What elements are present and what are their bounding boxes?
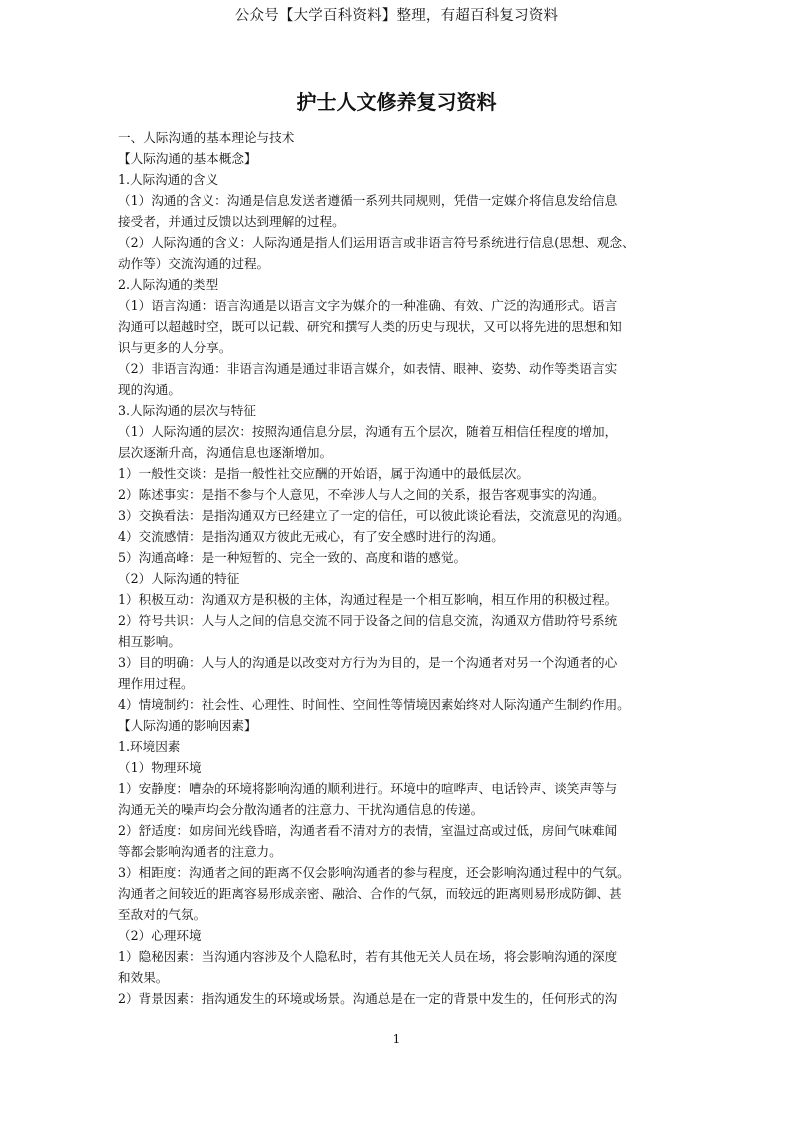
document-body (118, 127, 684, 1009)
text-line: 和效果。 (118, 970, 169, 985)
text-line: 现的沟通。 (118, 382, 181, 397)
text-line: 4）交流感情：是指沟通双方彼此无戒心，有了安全感时进行的沟通。 (118, 529, 504, 544)
text-line: 沟通无关的噪声均会分散沟通者的注意力、干扰沟通信息的传递。 (118, 802, 484, 817)
topic-heading: 2.人际沟通的类型 (118, 277, 219, 292)
text-line: 识与更多的人分享。 (118, 340, 232, 355)
text-line: 动作等）交流沟通的过程。 (118, 256, 270, 271)
topic-heading: 1.人际沟通的含义 (118, 172, 219, 187)
text-line: 3）目的明确：人与人的沟通是以改变对方行为为目的，是一个沟通者对另一个沟通者的心 (118, 655, 618, 670)
text-line: （1）语言沟通：语言沟通是以语言文字为媒介的一种准确、有效、广泛的沟通形式。语言 (118, 298, 618, 313)
section-heading: 一、人际沟通的基本理论与技术 (118, 130, 295, 145)
text-line: 1）安静度：嘈杂的环境将影响沟通的顺利进行。环境中的喧哗声、电话铃声、谈笑声等与 (118, 781, 618, 796)
page-header: 公众号【大学百科资料】整理，有超百科复习资料 (234, 8, 559, 24)
text-line: （2）人际沟通的含义：人际沟通是指人们运用语言或非语言符号系统进行信息(思想、观念、 (118, 235, 635, 250)
text-line: 2）舒适度：如房间光线昏暗，沟通者看不清对方的表情，室温过高或过低，房间气味难闻 (118, 823, 618, 838)
text-line: 1）一般性交谈：是指一般性社交应酬的开始语，属于沟通中的最低层次。 (118, 466, 530, 481)
topic-heading: 1.环境因素 (118, 739, 181, 754)
text-line: 相互影响。 (118, 634, 181, 649)
text-line: （1）沟通的含义：沟通是信息发送者遵循一系列共同规则，凭借一定媒介将信息发给信息 (118, 193, 618, 208)
text-line: （2）人际沟通的特征 (118, 571, 240, 586)
text-line: （2）心理环境 (118, 928, 202, 943)
text-line: 沟通可以超越时空，既可以记载、研究和撰写人类的历史与现状，又可以将先进的思想和知 (118, 319, 622, 334)
text-line: 理作用过程。 (118, 676, 194, 691)
text-line: 1）积极互动：沟通双方是积极的主体，沟通过程是一个相互影响，相互作用的积极过程。 (118, 592, 618, 607)
text-line: 2）符号共识：人与人之间的信息交流不同于设备之间的信息交流，沟通双方借助符号系统 (118, 613, 618, 628)
text-line: （1）人际沟通的层次：按照沟通信息分层，沟通有五个层次，随着互相信任程度的增加， (118, 424, 618, 439)
text-line: 3）交换看法：是指沟通双方已经建立了一定的信任，可以彼此谈论看法，交流意见的沟通。 (118, 508, 630, 523)
text-line: 沟通者之间较近的距离容易形成亲密、融洽、合作的气氛，而较远的距离则易形成防御、甚 (118, 886, 622, 901)
text-line: 至敌对的气氛。 (118, 907, 207, 922)
topic-heading: 3.人际沟通的层次与特征 (118, 403, 256, 418)
text-line: 层次逐渐升高，沟通信息也逐渐增加。 (118, 445, 333, 460)
text-line: 等都会影响沟通者的注意力。 (118, 844, 282, 859)
text-line: 3）相距度：沟通者之间的距离不仅会影响沟通者的参与程度，还会影响沟通过程中的气氛。 (118, 865, 630, 880)
text-line: 2）背景因素：指沟通发生的环境或场景。沟通总是在一定的背景中发生的，任何形式的沟 (118, 991, 618, 1006)
text-line: 5）沟通高峰：是一种短暂的、完全一致的、高度和谐的感觉。 (118, 550, 467, 565)
text-line: （1）物理环境 (118, 760, 202, 775)
subsection-heading: 【人际沟通的基本概念】 (118, 151, 257, 166)
text-line: 接受者，并通过反馈以达到理解的过程。 (118, 214, 345, 229)
text-line: 2）陈述事实：是指不参与个人意见，不牵涉人与人之间的关系，报告客观事实的沟通。 (118, 487, 605, 502)
page-number: 1 (392, 1032, 401, 1046)
text-line: 1）隐秘因素：当沟通内容涉及个人隐私时，若有其他无关人员在场，将会影响沟通的深度 (118, 949, 618, 964)
text-line: （2）非语言沟通：非语言沟通是通过非语言媒介，如表情、眼神、姿势、动作等类语言实 (118, 361, 618, 376)
document-title: 护士人文修养复习资料 (296, 90, 497, 114)
subsection-heading: 【人际沟通的影响因素】 (118, 718, 257, 733)
text-line: 4）情境制约：社会性、心理性、时间性、空间性等情境因素始终对人际沟通产生制约作用。 (118, 697, 630, 712)
